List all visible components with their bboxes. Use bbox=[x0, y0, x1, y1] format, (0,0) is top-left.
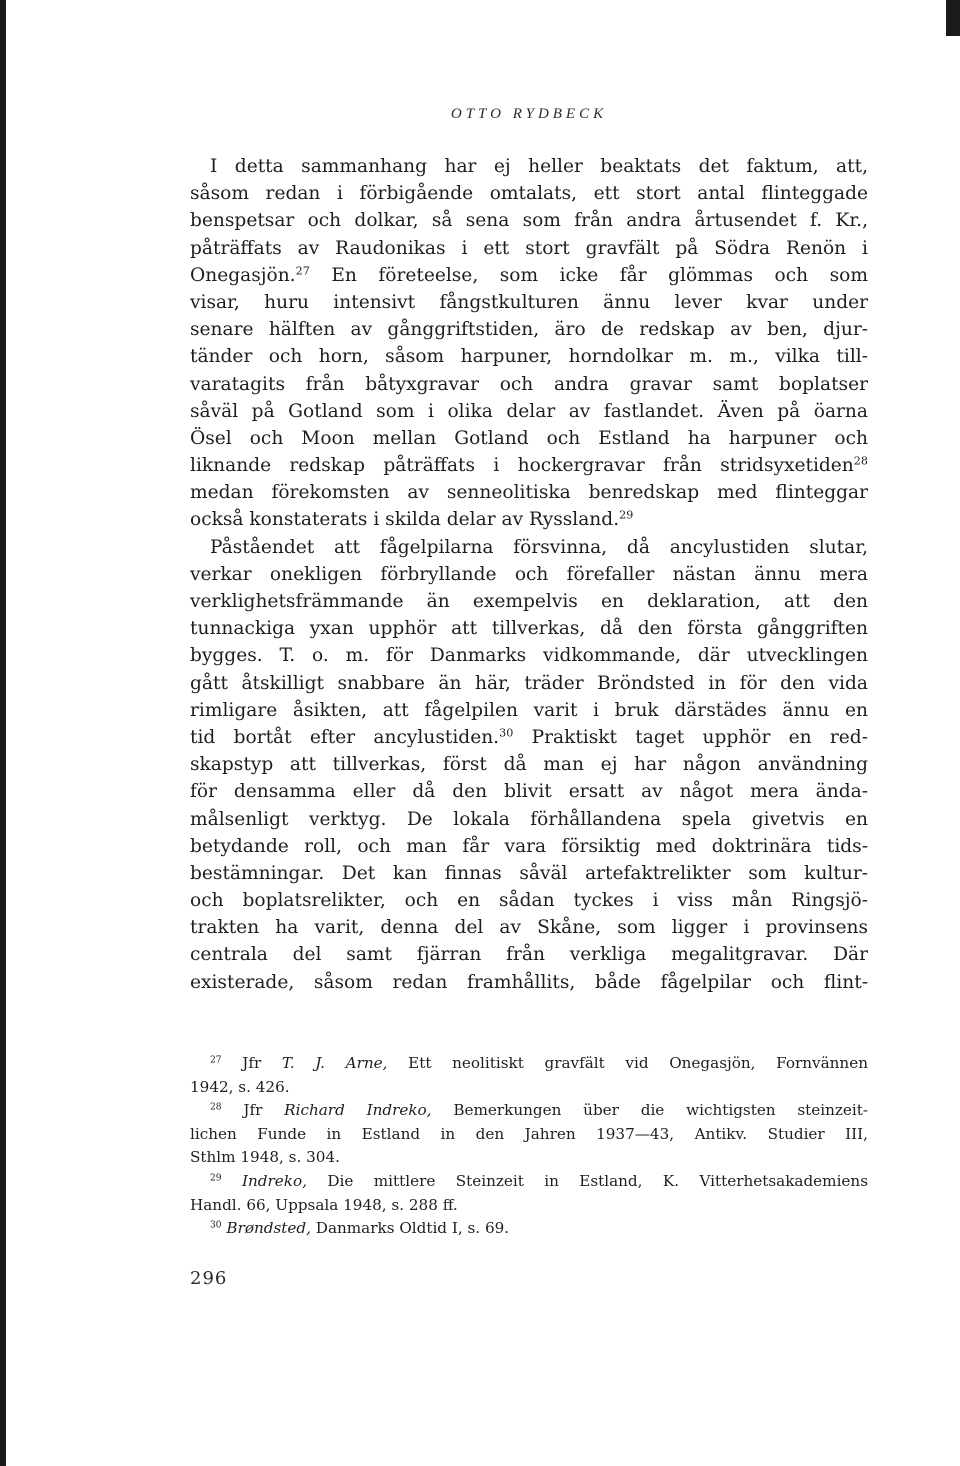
text-line: verklighetsfrämmande än exempelvis en deklaration, att den bbox=[190, 591, 868, 612]
footnote-ref[interactable]: 29 bbox=[619, 508, 634, 522]
footnote-28-cont: Sthlm 1948, s. 304. bbox=[190, 1148, 340, 1167]
text-line: trakten ha varit, denna del av Skåne, som ligger i provinsens bbox=[190, 917, 868, 939]
body-text bbox=[190, 153, 868, 996]
text-line: senare hälften av gånggriftstiden, äro de redskap av ben, djur- bbox=[190, 319, 868, 341]
text-line: bestämningar. Det kan finnas såväl artefaktrelikter som kultur- bbox=[190, 862, 868, 884]
text-line: rimligare åsikten, att fågelpilen varit i bruk därstädes ännu en bbox=[190, 699, 868, 721]
text-line: visar, huru intensivt fångstkulturen ännu lever kvar under bbox=[190, 291, 868, 313]
text-line: centrala del samt fjärran från verkliga megalitgravar. Där bbox=[190, 944, 868, 966]
text-line: benspetsar och dolkar, så sena som från andra årtusendet f. Kr., bbox=[190, 210, 868, 232]
text-line: tänder och horn, såsom harpuner, horndolkar m. m., vilka till- bbox=[190, 346, 868, 368]
scan-border-corner bbox=[946, 0, 960, 36]
footnote-ref[interactable]: 28 bbox=[853, 454, 868, 468]
text-line: betydande roll, och man får vara försiktig med doktrinära tids- bbox=[190, 835, 868, 857]
footnote-27: $^{27}$ Jfr T. J. Arne, Ett neolitiskt gravfält vid Onegasjön, Fornvännen bbox=[210, 1054, 868, 1072]
page-number: 296 bbox=[190, 1268, 228, 1289]
text-line: målsenligt verktyg. De lokala förhållandena spela givetvis en bbox=[190, 808, 868, 830]
text-line: tid bortåt efter ancylustiden.$^{30}$ Praktiskt taget upphör en red- bbox=[190, 726, 868, 748]
text-line: I detta sammanhang har ej heller beaktats det faktum, att, bbox=[210, 156, 868, 177]
text-line: existerade, såsom redan framhållits, både fågelpilar och flint- bbox=[190, 971, 868, 993]
scan-border-left bbox=[0, 0, 6, 1466]
text-line: verkar onekligen förbryllande och förefaller nästan ännu mera bbox=[190, 563, 868, 585]
footnote-30: $^{30}$ Brøndsted, Danmarks Oldtid I, s. 69. bbox=[210, 1219, 510, 1238]
text-line: varatagits från båtyxgravar och andra gravar samt boplatser bbox=[190, 373, 868, 395]
text-line: påträffats av Raudonikas i ett stort gravfält på Södra Renön i bbox=[190, 237, 868, 259]
footnote-27-cont: 1942, s. 426. bbox=[190, 1077, 290, 1096]
text-line: gått åtskilligt snabbare än här, träder Bröndsted in för den vida bbox=[190, 672, 868, 694]
text-line: och boplatsrelikter, och en sådan tyckes i viss mån Ringsjö- bbox=[190, 890, 868, 912]
text-line: Ösel och Moon mellan Gotland och Estland ha harpuner och bbox=[190, 427, 868, 449]
footnote-28: $^{28}$ Jfr Richard Indreko, Bemerkungen über die wichtigsten steinzeit- bbox=[210, 1101, 868, 1120]
footnote-29: $^{29}$ Indreko, Die mittlere Steinzeit in Estland, K. Vitterhetsakademiens bbox=[210, 1171, 868, 1190]
text-line: liknande redskap påträffats i hockergravar från stridsyxetiden$^{28}$ bbox=[190, 454, 868, 477]
footnote-29-cont: Handl. 66, Uppsala 1948, s. 288 ff. bbox=[190, 1195, 458, 1214]
running-head: OTTO RYDBECK bbox=[450, 106, 608, 122]
text-line: tunnackiga yxan upphör att tillverkas, då den första gånggriften bbox=[190, 618, 868, 640]
footnote-ref[interactable]: 30 bbox=[499, 726, 514, 740]
text-line: såväl på Gotland som i olika delar av fastlandet. Även på öarna bbox=[190, 400, 868, 422]
text-line: medan förekomsten av senneolitiska benredskap med flinteggar bbox=[190, 482, 868, 504]
text-line: såsom redan i förbigående omtalats, ett stort antal flinteggade bbox=[190, 183, 868, 205]
footnote-28-cont: lichen Funde in Estland in den Jahren 1937—43, Antikv. Studier III, bbox=[190, 1124, 868, 1143]
text-line: skapstyp att tillverkas, först då man ej har någon användning bbox=[190, 754, 868, 776]
text-line: Påståendet att fågelpilarna försvinna, då ancylustiden slutar, bbox=[210, 536, 868, 558]
footnote-ref[interactable]: 27 bbox=[295, 264, 310, 278]
footnotes bbox=[190, 1052, 868, 1241]
text-line: för densamma eller då den blivit ersatt av något mera ända- bbox=[190, 781, 868, 803]
text-line: Onegasjön.$^{27}$ En företeelse, som icke får glömmas och som bbox=[190, 264, 868, 286]
text-line: också konstaterats i skilda delar av Ryssland.$^{29}$ bbox=[190, 508, 634, 531]
text-line: bygges. T. o. m. för Danmarks vidkommande, där utvecklingen bbox=[190, 645, 868, 667]
